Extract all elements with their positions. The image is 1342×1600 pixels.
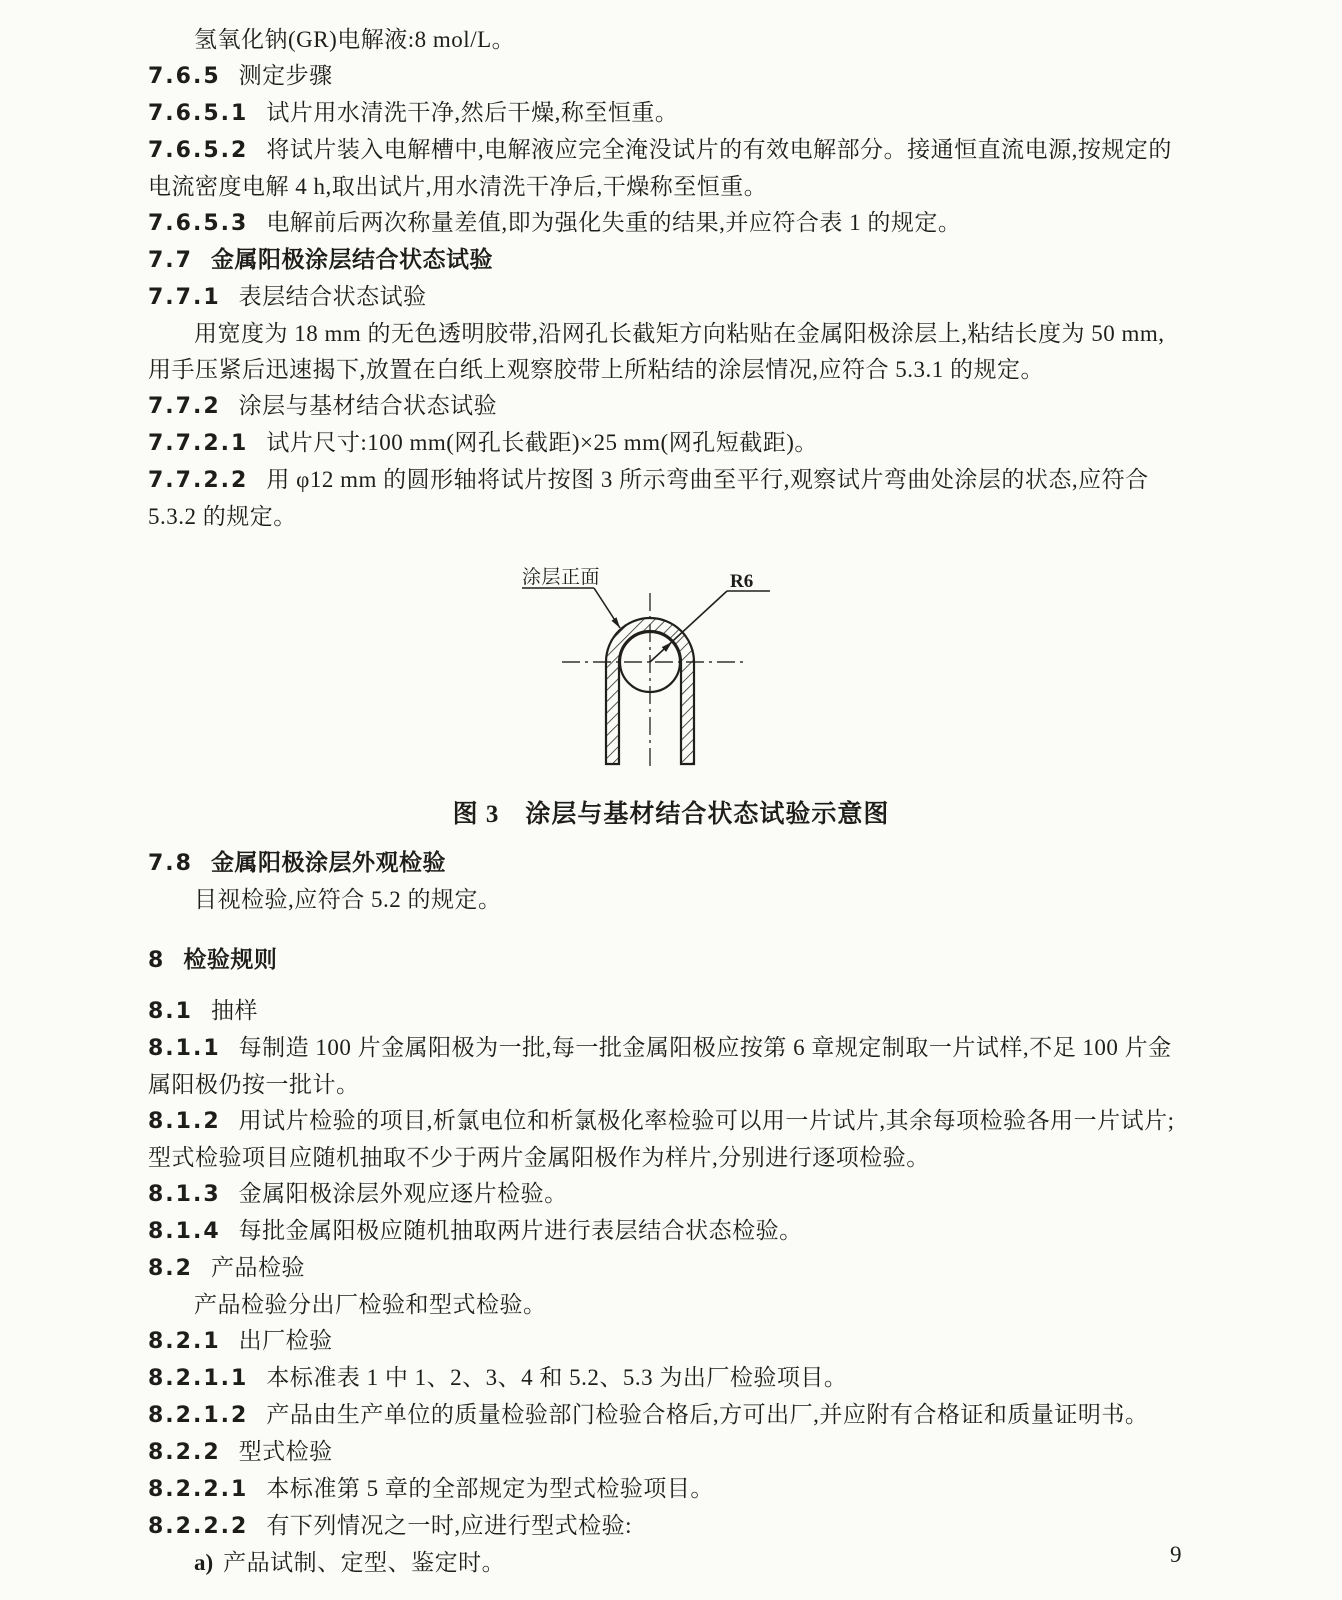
clause-text: 电流密度电解 4 h,取出试片,用水清洗干净后,干燥称至恒重。 [148, 174, 768, 199]
clause-number: 7.7.2.2 [148, 468, 249, 493]
clause-text: 金属阳极涂层结合状态试验 [210, 247, 493, 273]
clause-text: 表层结合状态试验 [238, 284, 427, 309]
clause-text: 产品检验 [210, 1255, 305, 1280]
clause-line [148, 462, 1342, 499]
clause-text: 涂层与基材结合状态试验 [238, 393, 498, 418]
clause-line [148, 1030, 1342, 1067]
text-line [148, 1287, 1342, 1323]
clause-text: 产品检验分出厂检验和型式检验。 [194, 1292, 547, 1317]
clause-number: 8.1.2 [148, 1109, 221, 1134]
clause-text: 电解前后两次称量差值,即为强化失重的结果,并应符合表 1 的规定。 [266, 210, 962, 235]
clause-text: 抽样 [210, 998, 258, 1023]
clause-number: 8.1 [148, 999, 193, 1024]
clause-text: 属阳极仍按一批计。 [148, 1072, 360, 1097]
clause-number: 7.6.5.1 [148, 101, 249, 126]
clause-line [148, 425, 1342, 462]
clause-text: 产品由生产单位的质量检验部门检验合格后,方可出厂,并应附有合格证和质量证明书。 [266, 1402, 1149, 1427]
clause-line [148, 132, 1342, 169]
clause-text: 每制造 100 片金属阳极为一批,每一批金属阳极应按第 6 章规定制取一片试样,不足 100 片金 [238, 1035, 1172, 1060]
clause-number: 8.2.1.2 [148, 1403, 249, 1428]
figure-3 [148, 535, 1342, 797]
clause-number: 7.7.1 [148, 285, 221, 310]
clause-line [148, 1250, 1342, 1287]
clause-line [148, 1434, 1342, 1471]
clause-line [148, 279, 1342, 316]
clause-number: 7.8 [148, 851, 193, 876]
clause-number: 8 [148, 948, 166, 973]
clause-line [148, 1397, 1342, 1434]
clause-number: 8.2.1.1 [148, 1366, 249, 1391]
clause-line [148, 58, 1342, 95]
clause-text: 试片用水清洗干净,然后干燥,称至恒重。 [266, 100, 679, 125]
clause-text: 本标准第 5 章的全部规定为型式检验项目。 [266, 1476, 714, 1501]
clause-line [148, 1213, 1342, 1250]
text-block-top [148, 22, 1342, 535]
clause-text: 本标准表 1 中 1、2、3、4 和 5.2、5.3 为出厂检验项目。 [266, 1365, 848, 1390]
clause-number: 8.2.2.2 [148, 1514, 249, 1539]
clause-text: 测定步骤 [238, 63, 333, 88]
clause-text: 将试片装入电解槽中,电解液应完全淹没试片的有效电解部分。接通恒直流电源,按规定的 [266, 137, 1172, 162]
clause-number: 8.1.1 [148, 1036, 221, 1061]
clause-number: 7.6.5 [148, 64, 221, 89]
text-line [148, 352, 1342, 388]
clause-line [148, 388, 1342, 425]
text-line [148, 169, 1342, 205]
clause-number: 8.2.2.1 [148, 1477, 249, 1502]
text-line [148, 1140, 1342, 1176]
clause-number: 7.6.5.2 [148, 138, 249, 163]
page-number: 9 [1170, 1542, 1182, 1567]
clause-line [148, 1545, 1342, 1581]
clause-line [148, 1103, 1342, 1140]
text-block-bottom [148, 845, 1342, 1581]
clause-text: 每批金属阳极应随机抽取两片进行表层结合状态检验。 [238, 1218, 803, 1243]
clause-line [148, 1360, 1342, 1397]
text-line [148, 316, 1342, 352]
clause-text: 氢氧化钠(GR)电解液:8 mol/L。 [194, 27, 516, 52]
clause-number: 7.6.5.3 [148, 211, 249, 236]
clause-text: 出厂检验 [238, 1328, 333, 1353]
clause-text: 型式检验项目应随机抽取不少于两片金属阳极作为样片,分别进行逐项检验。 [148, 1145, 930, 1170]
clause-number: 8.1.3 [148, 1182, 221, 1207]
figure-3-diagram [450, 541, 850, 781]
radius-label: R6 [730, 571, 754, 592]
figure-number: 图 3 [452, 801, 500, 828]
clause-number: 7.7.2 [148, 394, 221, 419]
figure-title: 涂层与基材结合状态试验示意图 [525, 801, 890, 828]
clause-number: a) [194, 1550, 214, 1575]
clause-line [148, 1176, 1342, 1213]
clause-text: 目视检验,应符合 5.2 的规定。 [194, 887, 502, 912]
clause-text: 试片尺寸:100 mm(网孔长截距)×25 mm(网孔短截距)。 [266, 430, 818, 455]
clause-text: 有下列情况之一时,应进行型式检验: [266, 1513, 632, 1538]
clause-number: 8.1.4 [148, 1219, 221, 1244]
clause-text: 金属阳极涂层外观应逐片检验。 [238, 1181, 568, 1206]
clause-number: 7.7 [148, 248, 193, 273]
clause-number: 8.2 [148, 1256, 193, 1281]
clause-text: 用试片检验的项目,析氯电位和析氯极化率检验可以用一片试片,其余每项检验各用一片试片; [238, 1108, 1175, 1133]
coating-leader-arrowhead [612, 617, 621, 628]
clause-text: 用 φ12 mm 的圆形轴将试片按图 3 所示弯曲至平行,观察试片弯曲处涂层的状态,应符合 [266, 467, 1149, 492]
clause-line [148, 205, 1342, 242]
clause-line [148, 95, 1342, 132]
coating-front-label: 涂层正面 [522, 567, 601, 588]
clause-line [148, 242, 1342, 279]
clause-line [148, 845, 1342, 882]
clause-text: 金属阳极涂层外观检验 [210, 850, 446, 876]
clause-number: 8.2.2 [148, 1440, 221, 1465]
clause-line [148, 1471, 1342, 1508]
clause-number: 8.2.1 [148, 1329, 221, 1354]
clause-text: 5.3.2 的规定。 [148, 504, 297, 529]
text-line [148, 1067, 1342, 1103]
figure-3-caption [0, 797, 1342, 833]
clause-text: 检验规则 [183, 947, 278, 973]
clause-text: 产品试制、定型、鉴定时。 [223, 1550, 506, 1575]
clause-line [148, 993, 1342, 1030]
clause-line [148, 1508, 1342, 1545]
clause-text: 型式检验 [238, 1439, 333, 1464]
clause-line [148, 942, 1342, 979]
text-line [148, 499, 1342, 535]
text-line [148, 22, 1342, 58]
clause-text: 用宽度为 18 mm 的无色透明胶带,沿网孔长截矩方向粘贴在金属阳极涂层上,粘结长度为 50 mm, [194, 321, 1165, 346]
text-line [148, 882, 1342, 918]
clause-number: 7.7.2.1 [148, 431, 249, 456]
clause-text: 用手压紧后迅速揭下,放置在白纸上观察胶带上所粘结的涂层情况,应符合 5.3.1 的规定。 [148, 357, 1044, 382]
clause-line [148, 1323, 1342, 1360]
